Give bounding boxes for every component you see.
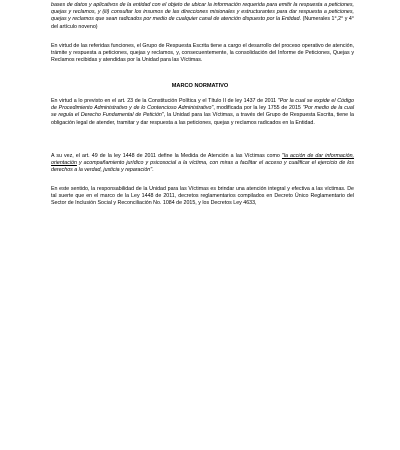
paragraph-text: En este sentido, la responsabilidad de la Unidad para las Víctimas es brindar una atención integral y efectiva a las víctimas. De tal suerte que en el marco de la Ley 1448 de 2011, decretos reglamentarios compilados en Decreto Único Reglamentario del Sector de Inclusión Social y Reconciliación No. 1084 de 2015, y los Decretos Ley 4633, [51, 186, 354, 207]
text-segment: A su vez, el art. 49 de la ley 1448 de 2011 define la Medida de Atención a las Víctimas como [51, 153, 282, 159]
functions-italic-text: bases de datos y aplicativos de la entidad con el objeto de ubicar la información requerida para emitir la respuesta a peticiones, quejas y reclamos, y (iii) consultar los insumos de las direcciones misionales y estructurantes para dar respuesta a peticiones, quejas y reclamos que sean radicados por medio de cualquier canal de atención dispuesto por la Entidad. [51, 2, 354, 23]
law-title-italic: "Por medio de la cual se regula el Derecho Fundamental de Petición" [51, 105, 354, 119]
numerals-reference: (Numerales 1°,2° y 4° del artículo noveno) [51, 16, 354, 30]
paragraph-constitucion [51, 98, 354, 127]
text-segment: . [152, 167, 154, 174]
text-segment: En virtud a lo previsto en el art. 23 de la Constitución Política y el Título II de ley 1437 de 2011 [51, 98, 278, 104]
paragraph-en-este-sentido [51, 186, 354, 208]
underlined-quote: "la acción de dar información, orientación [51, 153, 355, 167]
quote-italic: y acompañamiento jurídico y psicosocial a la víctima, con miras a facilitar el acceso y cualificar el ejercicio de los derechos a la verdad, justicia y reparación" [51, 160, 354, 174]
text-segment: , modificada por la ley 1755 de 2015 [213, 105, 303, 112]
text-segment: , la Unidad para las Víctimas, a través del Grupo de Respuesta Escrita, tiene la obligación legal de atender, tramitar y dar respuesta a las peticiones, quejas y reclamos radicados en la Entidad. [51, 112, 355, 126]
paragraph-articulo-49 [51, 153, 354, 175]
law-title-italic: "Por la cual se expide el Código de Procedimiento Administrativo y de lo Contencioso Administrativo" [51, 98, 354, 112]
paragraph-referidas-funciones [51, 43, 354, 65]
paragraph-functions-continued [51, 2, 354, 31]
paragraph-text: En virtud de las referidas funciones, el Grupo de Respuesta Escrita tiene a cargo el desarrollo del proceso operativo de atención, trámite y respuesta a peticiones, quejas y reclamos, y, consecuentemente, la consolidación del Informe de Peticiones, Quejas y Reclamos recibidas y atendidas por la Unidad para las Víctimas. [51, 43, 354, 64]
section-heading: MARCO NORMATIVO [171, 83, 229, 89]
